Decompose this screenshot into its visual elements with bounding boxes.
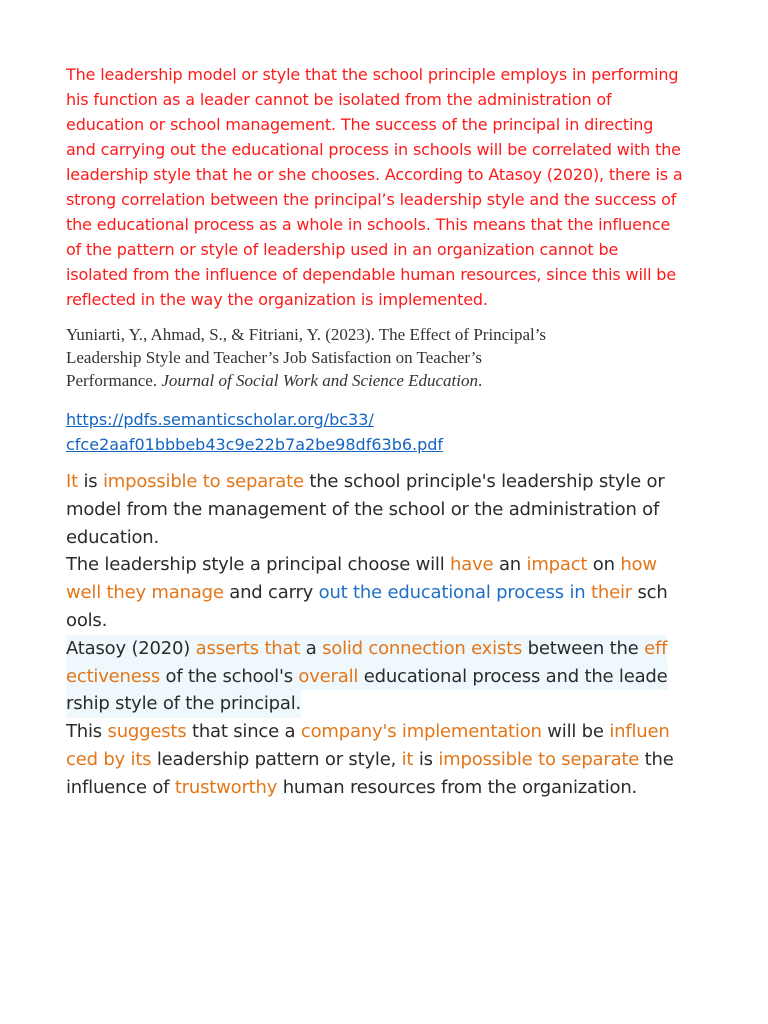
highlighted-phrase: have xyxy=(450,554,494,576)
plain-text: the xyxy=(639,748,674,770)
highlighted-phrase: suggests xyxy=(107,721,187,743)
citation-text: . xyxy=(478,371,483,390)
text-line: leadership style that he or she chooses. According to Atasoy (2020), there is a xyxy=(66,165,683,184)
plain-text: human resources from the organization. xyxy=(277,776,638,798)
plain-text: on xyxy=(587,554,621,576)
plain-text: leadership pattern or style, xyxy=(151,748,402,770)
pdf-link[interactable] xyxy=(66,407,443,457)
text-line xyxy=(66,468,716,496)
highlighted-phrase: eff xyxy=(644,637,668,659)
plain-text: is xyxy=(77,471,103,492)
original-paragraph xyxy=(66,62,716,312)
pdf-link-line[interactable]: cfce2aaf01bbbeb43c9e22b7a2be98df63b6.pdf xyxy=(66,435,444,454)
text-line: isolated from the influence of dependable human resources, since this will be xyxy=(66,265,676,284)
highlighted-phrase: out the educational process xyxy=(318,582,564,604)
text-line xyxy=(66,718,716,746)
text-line: strong correlation between the principal’s leadership style and the success of xyxy=(66,190,677,209)
highlighted-phrase: ced by its xyxy=(66,748,152,770)
highlighted-phrase: company's implementation xyxy=(300,721,542,743)
text-line xyxy=(66,635,716,663)
plain-text: the school principle's leadership style or xyxy=(303,471,665,492)
paraphrased-paragraph xyxy=(66,468,716,802)
highlighted-line xyxy=(66,635,667,663)
text-line: his function as a leader cannot be isolated from the administration of xyxy=(66,90,612,109)
plain-text: educational process and the leade xyxy=(358,665,668,687)
plain-text: influence of xyxy=(66,776,175,798)
highlighted-phrase: trustworthy xyxy=(174,776,278,798)
highlighted-phrase: influen xyxy=(609,721,670,743)
text-line: the educational process as a whole in schools. This means that the influence xyxy=(66,215,671,234)
highlighted-phrase: overall xyxy=(298,665,359,687)
plain-text: between the xyxy=(522,637,645,659)
text-line: reflected in the way the organization is implemented. xyxy=(66,290,488,309)
highlighted-line xyxy=(66,663,668,691)
highlighted-phrase: It xyxy=(66,471,78,492)
citation-line xyxy=(66,369,686,392)
text-line: and carrying out the educational process in schools will be correlated with the xyxy=(66,140,681,159)
plain-text: The leadership style a principal choose will xyxy=(66,554,451,576)
highlighted-phrase: solid connection exists xyxy=(322,637,523,659)
highlighted-phrase: asserts that xyxy=(195,637,301,659)
plain-text: and carry xyxy=(223,582,319,604)
text-line: education. xyxy=(66,526,160,548)
journal-title: Journal of Social Work and Science Education xyxy=(161,371,478,390)
plain-text: Atasoy (2020) xyxy=(66,637,196,659)
highlighted-line: rship style of the principal. xyxy=(66,690,301,718)
text-line xyxy=(66,663,716,691)
text-line: ools. xyxy=(66,609,108,631)
highlighted-phrase: impossible to separate xyxy=(103,471,304,492)
citation-line: Leadership Style and Teacher’s Job Satisfaction on Teacher’s xyxy=(66,348,483,367)
plain-text: This xyxy=(66,721,108,743)
plain-text: that since a xyxy=(186,721,301,743)
plain-text: sch xyxy=(631,582,668,604)
text-line: model from the management of the school or the administration of xyxy=(66,498,660,520)
text-line xyxy=(66,551,716,579)
plain-text: a xyxy=(300,637,323,659)
highlighted-phrase: how xyxy=(620,554,657,576)
pdf-link-line[interactable]: https://pdfs.semanticscholar.org/bc33/ xyxy=(66,410,374,429)
text-line xyxy=(66,579,716,607)
plain-text: will be xyxy=(541,721,610,743)
text-line: education or school management. The success of the principal in directing xyxy=(66,115,654,134)
text-line xyxy=(66,774,716,802)
text-line xyxy=(66,690,716,718)
plain-text: in xyxy=(563,582,592,604)
highlighted-phrase: ectiveness xyxy=(66,665,160,687)
citation-line: Yuniarti, Y., Ahmad, S., & Fitriani, Y. (2023). The Effect of Principal’s xyxy=(66,325,547,344)
text-line: of the pattern or style of leadership used in an organization cannot be xyxy=(66,240,619,259)
highlighted-phrase: it xyxy=(401,748,414,770)
highlighted-phrase: impact xyxy=(526,554,588,576)
highlighted-phrase: well they manage xyxy=(66,582,224,604)
plain-text: an xyxy=(493,554,527,576)
citation-text: Performance. xyxy=(66,371,162,390)
highlighted-phrase: their xyxy=(591,582,632,604)
highlighted-phrase: impossible to separate xyxy=(438,748,640,770)
text-line: The leadership model or style that the school principle employs in performing xyxy=(66,65,679,84)
reference-citation xyxy=(66,323,686,392)
plain-text: of the school's xyxy=(160,665,299,687)
plain-text: is xyxy=(413,748,439,770)
text-line xyxy=(66,746,716,774)
